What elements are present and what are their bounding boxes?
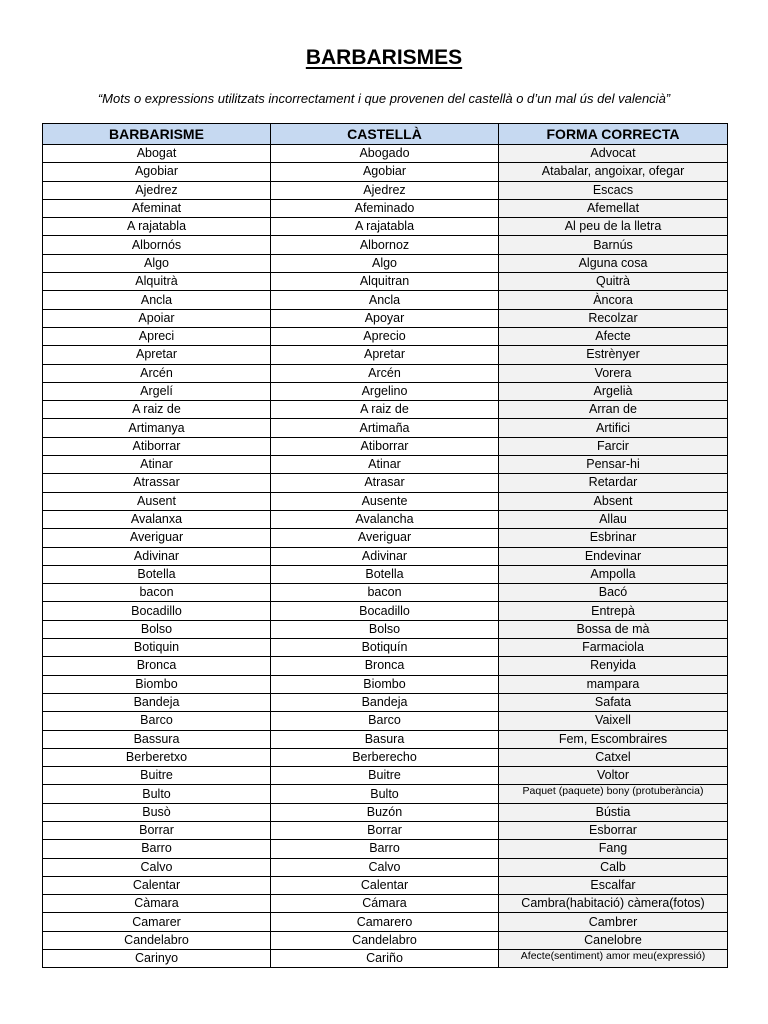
forma-correcta-cell: Canelobre bbox=[499, 931, 728, 949]
barbarisme-cell: A raiz de bbox=[43, 401, 271, 419]
castella-cell: Afeminado bbox=[271, 199, 499, 217]
table-row bbox=[43, 639, 728, 657]
header-barbarisme: BARBARISME bbox=[43, 124, 271, 145]
table-row bbox=[43, 236, 728, 254]
castella-cell: Alquitran bbox=[271, 273, 499, 291]
forma-correcta-cell: Estrènyer bbox=[499, 346, 728, 364]
barbarisme-cell: Atinar bbox=[43, 456, 271, 474]
barbarisme-cell: Averiguar bbox=[43, 529, 271, 547]
forma-correcta-cell: Afecte(sentiment) amor meu(expressió) bbox=[499, 950, 728, 968]
table-row bbox=[43, 474, 728, 492]
barbarisme-cell: Bandeja bbox=[43, 693, 271, 711]
table-row bbox=[43, 675, 728, 693]
castella-cell: Apretar bbox=[271, 346, 499, 364]
barbarisme-cell: Borrar bbox=[43, 821, 271, 839]
castella-cell: Arcén bbox=[271, 364, 499, 382]
barbarisme-cell: Calentar bbox=[43, 876, 271, 894]
castella-cell: Apoyar bbox=[271, 309, 499, 327]
forma-correcta-cell: Barnús bbox=[499, 236, 728, 254]
castella-cell: Avalancha bbox=[271, 510, 499, 528]
barbarisme-cell: Berberetxo bbox=[43, 748, 271, 766]
forma-correcta-cell: Voltor bbox=[499, 767, 728, 785]
table-row bbox=[43, 309, 728, 327]
table-row bbox=[43, 327, 728, 345]
table-header-row bbox=[43, 124, 728, 145]
barbarisme-cell: Calvo bbox=[43, 858, 271, 876]
forma-correcta-cell: Bústia bbox=[499, 803, 728, 821]
table-row bbox=[43, 895, 728, 913]
table-row bbox=[43, 803, 728, 821]
barbarismes-table bbox=[42, 123, 728, 968]
barbarisme-cell: Barro bbox=[43, 840, 271, 858]
table-row bbox=[43, 620, 728, 638]
castella-cell: Barco bbox=[271, 712, 499, 730]
forma-correcta-cell: Vorera bbox=[499, 364, 728, 382]
table-row bbox=[43, 456, 728, 474]
table-row bbox=[43, 419, 728, 437]
forma-correcta-cell: Advocat bbox=[499, 145, 728, 163]
castella-cell: Biombo bbox=[271, 675, 499, 693]
forma-correcta-cell: Cambra(habitació) càmera(fotos) bbox=[499, 895, 728, 913]
forma-correcta-cell: Esbrinar bbox=[499, 529, 728, 547]
barbarisme-cell: Ajedrez bbox=[43, 181, 271, 199]
castella-cell: Averiguar bbox=[271, 529, 499, 547]
castella-cell: Bulto bbox=[271, 785, 499, 803]
barbarisme-cell: Atrassar bbox=[43, 474, 271, 492]
barbarisme-cell: Artimanya bbox=[43, 419, 271, 437]
barbarisme-cell: Bronca bbox=[43, 657, 271, 675]
forma-correcta-cell: Farmaciola bbox=[499, 639, 728, 657]
castella-cell: Albornoz bbox=[271, 236, 499, 254]
table-row bbox=[43, 492, 728, 510]
table-row bbox=[43, 821, 728, 839]
castella-cell: Borrar bbox=[271, 821, 499, 839]
forma-correcta-cell: Endevinar bbox=[499, 547, 728, 565]
forma-correcta-cell: Atabalar, angoixar, ofegar bbox=[499, 163, 728, 181]
castella-cell: Atrasar bbox=[271, 474, 499, 492]
castella-cell: Candelabro bbox=[271, 931, 499, 949]
castella-cell: Cariño bbox=[271, 950, 499, 968]
barbarisme-cell: Bassura bbox=[43, 730, 271, 748]
barbarisme-cell: Carinyo bbox=[43, 950, 271, 968]
barbarisme-cell: Abogat bbox=[43, 145, 271, 163]
table-row bbox=[43, 437, 728, 455]
barbarisme-cell: Agobiar bbox=[43, 163, 271, 181]
barbarisme-cell: Bulto bbox=[43, 785, 271, 803]
table-row bbox=[43, 199, 728, 217]
castella-cell: Ausente bbox=[271, 492, 499, 510]
forma-correcta-cell: Argelià bbox=[499, 382, 728, 400]
castella-cell: A rajatabla bbox=[271, 218, 499, 236]
barbarisme-cell: Atiborrar bbox=[43, 437, 271, 455]
castella-cell: Aprecio bbox=[271, 327, 499, 345]
forma-correcta-cell: Fang bbox=[499, 840, 728, 858]
forma-correcta-cell: mampara bbox=[499, 675, 728, 693]
castella-cell: Botella bbox=[271, 565, 499, 583]
barbarisme-cell: Apretar bbox=[43, 346, 271, 364]
table-row bbox=[43, 401, 728, 419]
castella-cell: Artimaña bbox=[271, 419, 499, 437]
castella-cell: Abogado bbox=[271, 145, 499, 163]
barbarisme-cell: Bocadillo bbox=[43, 602, 271, 620]
castella-cell: Calvo bbox=[271, 858, 499, 876]
castella-cell: Ajedrez bbox=[271, 181, 499, 199]
barbarisme-cell: Candelabro bbox=[43, 931, 271, 949]
forma-correcta-cell: Esborrar bbox=[499, 821, 728, 839]
barbarisme-cell: Afeminat bbox=[43, 199, 271, 217]
barbarisme-cell: Botiquin bbox=[43, 639, 271, 657]
forma-correcta-cell: Absent bbox=[499, 492, 728, 510]
table-body bbox=[43, 145, 728, 968]
table-row bbox=[43, 693, 728, 711]
table-row bbox=[43, 181, 728, 199]
document-subtitle: “Mots o expressions utilitzats incorrectament i que provenen del castellà o d’un mal ús del valencià” bbox=[97, 91, 671, 106]
table-row bbox=[43, 950, 728, 968]
castella-cell: Bocadillo bbox=[271, 602, 499, 620]
castella-cell: Agobiar bbox=[271, 163, 499, 181]
barbarisme-cell: Ancla bbox=[43, 291, 271, 309]
castella-cell: Atinar bbox=[271, 456, 499, 474]
table-row bbox=[43, 510, 728, 528]
forma-correcta-cell: Afemellat bbox=[499, 199, 728, 217]
barbarisme-cell: Arcén bbox=[43, 364, 271, 382]
castella-cell: A raiz de bbox=[271, 401, 499, 419]
forma-correcta-cell: Retardar bbox=[499, 474, 728, 492]
castella-cell: Bronca bbox=[271, 657, 499, 675]
header-forma-correcta: FORMA CORRECTA bbox=[499, 124, 728, 145]
forma-correcta-cell: Escacs bbox=[499, 181, 728, 199]
barbarisme-cell: Adivinar bbox=[43, 547, 271, 565]
forma-correcta-cell: Farcir bbox=[499, 437, 728, 455]
barbarisme-cell: Ausent bbox=[43, 492, 271, 510]
castella-cell: Barro bbox=[271, 840, 499, 858]
forma-correcta-cell: Catxel bbox=[499, 748, 728, 766]
forma-correcta-cell: Renyida bbox=[499, 657, 728, 675]
table-row bbox=[43, 364, 728, 382]
barbarisme-cell: Algo bbox=[43, 254, 271, 272]
forma-correcta-cell: Safata bbox=[499, 693, 728, 711]
forma-correcta-cell: Paquet (paquete) bony (protuberància) bbox=[499, 785, 728, 803]
table-row bbox=[43, 730, 728, 748]
forma-correcta-cell: Al peu de la lletra bbox=[499, 218, 728, 236]
forma-correcta-cell: Escalfar bbox=[499, 876, 728, 894]
table-row bbox=[43, 529, 728, 547]
castella-cell: Cámara bbox=[271, 895, 499, 913]
table-row bbox=[43, 767, 728, 785]
table-row bbox=[43, 584, 728, 602]
barbarisme-cell: Camarer bbox=[43, 913, 271, 931]
table-row bbox=[43, 712, 728, 730]
castella-cell: Atiborrar bbox=[271, 437, 499, 455]
castella-cell: Bolso bbox=[271, 620, 499, 638]
castella-cell: Ancla bbox=[271, 291, 499, 309]
castella-cell: Calentar bbox=[271, 876, 499, 894]
forma-correcta-cell: Pensar-hi bbox=[499, 456, 728, 474]
forma-correcta-cell: Bacó bbox=[499, 584, 728, 602]
forma-correcta-cell: Vaixell bbox=[499, 712, 728, 730]
barbarisme-cell: Biombo bbox=[43, 675, 271, 693]
castella-cell: Bandeja bbox=[271, 693, 499, 711]
castella-cell: Adivinar bbox=[271, 547, 499, 565]
table-row bbox=[43, 913, 728, 931]
table-row bbox=[43, 876, 728, 894]
barbarisme-cell: Apoiar bbox=[43, 309, 271, 327]
table-row bbox=[43, 748, 728, 766]
barbarisme-cell: Càmara bbox=[43, 895, 271, 913]
barbarisme-cell: Buitre bbox=[43, 767, 271, 785]
forma-correcta-cell: Afecte bbox=[499, 327, 728, 345]
castella-cell: Camarero bbox=[271, 913, 499, 931]
table-row bbox=[43, 254, 728, 272]
table-row bbox=[43, 291, 728, 309]
table-row bbox=[43, 163, 728, 181]
castella-cell: Algo bbox=[271, 254, 499, 272]
forma-correcta-cell: Allau bbox=[499, 510, 728, 528]
forma-correcta-cell: Àncora bbox=[499, 291, 728, 309]
table-row bbox=[43, 785, 728, 803]
forma-correcta-cell: Alguna cosa bbox=[499, 254, 728, 272]
barbarisme-cell: Argelí bbox=[43, 382, 271, 400]
forma-correcta-cell: Fem, Escombraires bbox=[499, 730, 728, 748]
table-row bbox=[43, 145, 728, 163]
forma-correcta-cell: Ampolla bbox=[499, 565, 728, 583]
castella-cell: Berberecho bbox=[271, 748, 499, 766]
table-row bbox=[43, 565, 728, 583]
barbarisme-cell: Albornós bbox=[43, 236, 271, 254]
forma-correcta-cell: Quitrà bbox=[499, 273, 728, 291]
barbarisme-cell: Botella bbox=[43, 565, 271, 583]
barbarisme-cell: A rajatabla bbox=[43, 218, 271, 236]
table-row bbox=[43, 858, 728, 876]
barbarisme-cell: Bolso bbox=[43, 620, 271, 638]
castella-cell: Buitre bbox=[271, 767, 499, 785]
table-row bbox=[43, 931, 728, 949]
table-row bbox=[43, 602, 728, 620]
table-row bbox=[43, 547, 728, 565]
barbarisme-cell: Barco bbox=[43, 712, 271, 730]
castella-cell: Botiquín bbox=[271, 639, 499, 657]
castella-cell: Basura bbox=[271, 730, 499, 748]
header-castella: CASTELLÀ bbox=[271, 124, 499, 145]
table-row bbox=[43, 346, 728, 364]
barbarisme-cell: Apreci bbox=[43, 327, 271, 345]
table-row bbox=[43, 840, 728, 858]
forma-correcta-cell: Artifici bbox=[499, 419, 728, 437]
barbarisme-cell: bacon bbox=[43, 584, 271, 602]
forma-correcta-cell: Bossa de mà bbox=[499, 620, 728, 638]
table-row bbox=[43, 218, 728, 236]
forma-correcta-cell: Cambrer bbox=[499, 913, 728, 931]
forma-correcta-cell: Arran de bbox=[499, 401, 728, 419]
castella-cell: bacon bbox=[271, 584, 499, 602]
table-row bbox=[43, 273, 728, 291]
castella-cell: Argelino bbox=[271, 382, 499, 400]
castella-cell: Buzón bbox=[271, 803, 499, 821]
forma-correcta-cell: Recolzar bbox=[499, 309, 728, 327]
document-title: BARBARISMES bbox=[305, 46, 463, 69]
table-row bbox=[43, 382, 728, 400]
table-row bbox=[43, 657, 728, 675]
barbarisme-cell: Alquitrà bbox=[43, 273, 271, 291]
barbarisme-cell: Busò bbox=[43, 803, 271, 821]
barbarisme-cell: Avalanxa bbox=[43, 510, 271, 528]
forma-correcta-cell: Entrepà bbox=[499, 602, 728, 620]
forma-correcta-cell: Calb bbox=[499, 858, 728, 876]
